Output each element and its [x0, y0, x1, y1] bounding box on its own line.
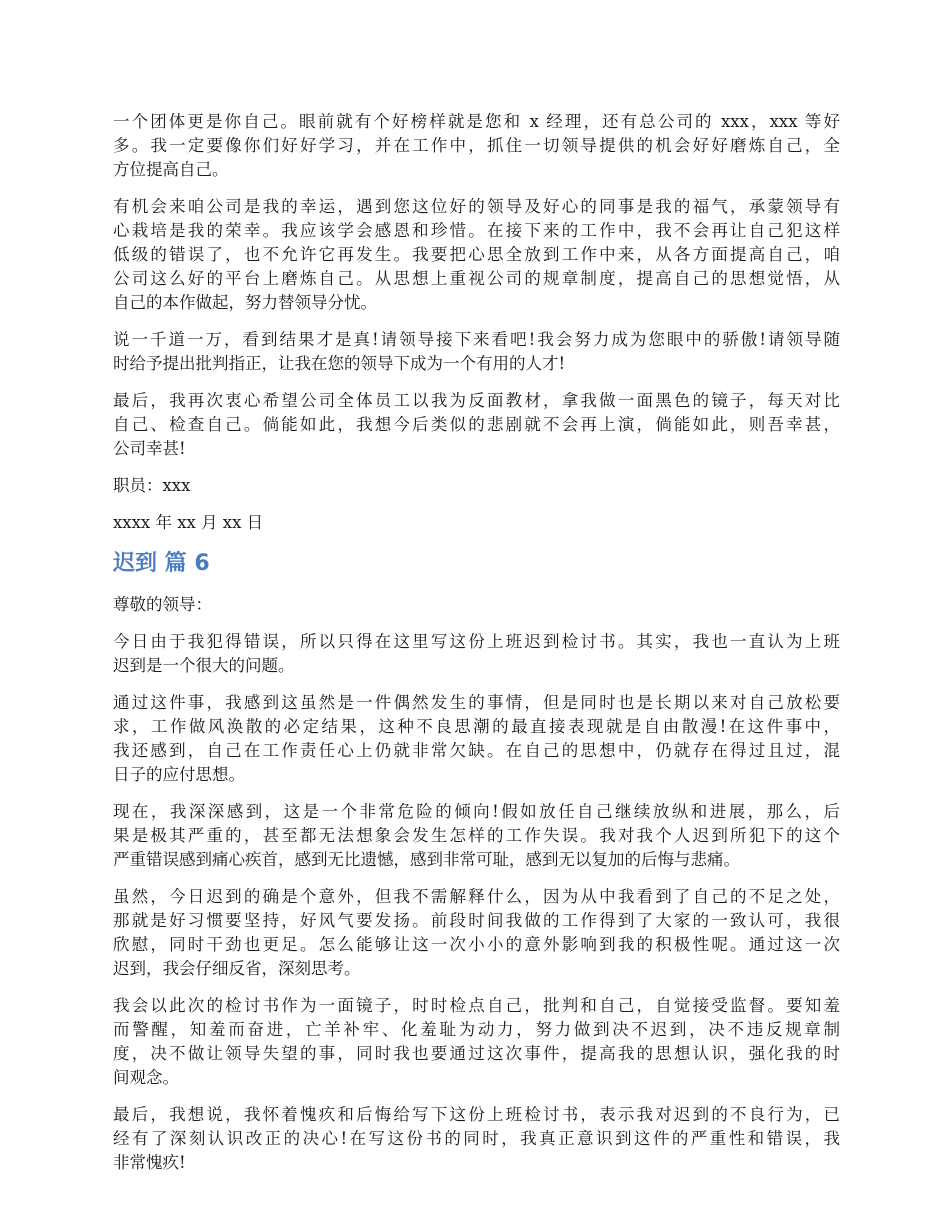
- paragraph-line: 间观念。: [113, 1068, 179, 1087]
- paragraph-line: 而警醒，知羞而奋进，亡羊补牢、化羞耻为动力，努力做到决不迟到，决不违反规章制: [113, 1020, 840, 1039]
- paragraph-line: 公司这么好的平台上磨炼自己。从思想上重视公司的规章制度，提高自己的思想觉悟，从: [113, 269, 840, 288]
- paragraph-line: 虽然，今日迟到的确是个意外，但我不需解释什么，因为从中我看到了自己的不足之处，: [113, 887, 840, 906]
- paragraph-line: 果是极其严重的，甚至都无法想象会发生怎样的工作失误。我对我个人迟到所犯下的这个: [113, 826, 840, 845]
- paragraph-line: 求，工作做风涣散的必定结果，这种不良思潮的最直接表现就是自由散漫!在这件事中，: [113, 717, 840, 736]
- paragraph-line: 最后，我想说，我怀着愧疚和后悔给写下这份上班检讨书，表示我对迟到的不良行为，已: [113, 1105, 840, 1124]
- paragraph-line: 多。我一定要像你们好好学习，并在工作中，抓住一切领导提供的机会好好磨炼自己，全: [113, 136, 840, 155]
- paragraph-line: 日子的应付思想。: [113, 765, 245, 784]
- paragraph: [113, 630, 840, 678]
- paragraph: [113, 328, 840, 376]
- paragraph-line: 通过这件事，我感到这虽然是一件偶然发生的事情，但是同时也是长期以来对自己放松要: [113, 693, 840, 712]
- paragraph-line: 现在，我深深感到，这是一个非常危险的倾向!假如放任自己继续放纵和进展，那么，后: [113, 802, 840, 821]
- paragraph-line: 我还感到，自己在工作责任心上仍就非常欠缺。在自己的思想中，仍就存在得过且过，混: [113, 741, 840, 760]
- paragraph-line: 方位提高自己。: [113, 160, 229, 179]
- paragraph-line: 时给予提出批判指正，让我在您的领导下成为一个有用的人才!: [113, 354, 566, 373]
- paragraph-line: 我会以此次的检讨书作为一面镜子，时时检点自己，批判和自己，自觉接受监督。要知羞: [113, 996, 840, 1015]
- paragraph-line: 最后，我再次衷心希望公司全体员工以我为反面教材，拿我做一面黑色的镜子，每天对比: [113, 391, 840, 410]
- paragraph: [113, 195, 840, 315]
- signature-line: 职员：xxx: [113, 476, 191, 495]
- paragraph-line: 自己的本作做起，努力替领导分忧。: [113, 293, 377, 312]
- bottom-paragraphs: [113, 630, 840, 1175]
- paragraph-line: 自己、检查自己。倘能如此，我想今后类似的悲剧就不会再上演，倘能如此，则吾幸甚，: [113, 415, 840, 434]
- paragraph-line: 那就是好习惯要坚持，好风气要发扬。前段时间我做的工作得到了大家的一致认可，我很: [113, 911, 840, 930]
- paragraph-line: 低级的错误了，也不允许它再发生。我要把心思全放到工作中来，从各方面提高自己，咱: [113, 245, 840, 264]
- paragraph: [113, 389, 840, 461]
- paragraph-line: 一个团体更是你自己。眼前就有个好榜样就是您和 x 经理，还有总公司的 xxx，xxx 等好: [113, 112, 840, 131]
- paragraph-line: 严重错误感到痛心疾首，感到无比遗憾，感到非常可耻，感到无以复加的后悔与悲痛。: [113, 850, 740, 869]
- paragraph: [113, 691, 840, 787]
- salutation: 尊敬的领导：: [113, 595, 212, 614]
- paragraph: [113, 110, 840, 182]
- paragraph-line: 迟到是一个很大的问题。: [113, 656, 295, 675]
- paragraph: [113, 994, 840, 1090]
- top-paragraphs: [113, 110, 840, 461]
- paragraph-line: 非常愧疚!: [113, 1153, 186, 1172]
- date-line: xxxx 年 xx 月 xx 日: [113, 513, 264, 532]
- paragraph-line: 心栽培是我的荣幸。我应该学会感恩和珍惜。在接下来的工作中，我不会再让自己犯这样: [113, 221, 840, 240]
- paragraph: [113, 800, 840, 872]
- paragraph-line: 迟到，我会仔细反省，深刻思考。: [113, 959, 361, 978]
- paragraph: [113, 885, 840, 981]
- document-page: [113, 110, 840, 1188]
- paragraph-line: 经有了深刻认识改正的决心!在写这份书的同时，我真正意识到这件的严重性和错误，我: [113, 1129, 840, 1148]
- paragraph-line: 度，决不做让领导失望的事，同时我也要通过这次事件，提高我的思想认识，强化我的时: [113, 1044, 840, 1063]
- section-heading: 迟到 篇 6: [113, 551, 210, 576]
- paragraph-line: 有机会来咱公司是我的幸运，遇到您这位好的领导及好心的同事是我的福气，承蒙领导有: [113, 197, 840, 216]
- paragraph-line: 公司幸甚!: [113, 439, 186, 458]
- paragraph-line: 今日由于我犯得错误，所以只得在这里写这份上班迟到检讨书。其实，我也一直认为上班: [113, 632, 840, 651]
- paragraph-line: 说一千道一万，看到结果才是真!请领导接下来看吧!我会努力成为您眼中的骄傲!请领导随: [113, 330, 840, 349]
- paragraph-line: 欣慰，同时干劲也更足。怎么能够让这一次小小的意外影响到我的积极性呢。通过这一次: [113, 935, 840, 954]
- paragraph: [113, 1103, 840, 1175]
